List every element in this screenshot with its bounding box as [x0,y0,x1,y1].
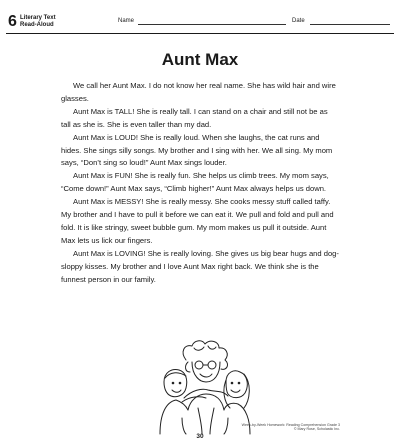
name-label: Name [118,18,135,24]
unit-number: 6 [8,13,17,30]
page-number: 30 [196,433,204,440]
unit-label-line1: Literary Text [20,15,56,21]
date-field[interactable] [292,18,392,25]
header-divider [6,33,394,34]
unit-label [20,15,56,29]
worksheet-header [0,0,400,34]
story-paragraph: We call her Aunt Max. I do not know her real name. She has wild hair and wire glasses. [61,81,336,103]
story-paragraph: Aunt Max is LOVING! She is really loving. She gives us big bear hugs and dog-sloppy kisses. My brother and I love Aunt Max right back. We think she is the funnest person in our family. [61,248,339,284]
name-field[interactable] [118,18,286,25]
unit-label-line2: Read-Aloud [20,22,54,28]
copyright-credit [200,423,340,431]
story-paragraph: Aunt Max is LOUD! She is really loud. When she laughs, the cat runs and hides. She sings silly songs. My brother and I sing with her. We all sing. My mom says, “Don’t sing so loud!” Aunt Max sings louder. [61,132,333,168]
name-line [138,24,286,25]
credit-line2: © Mary Rose, Scholastic Inc. [293,427,340,432]
story-body [61,80,339,287]
story-paragraph: Aunt Max is TALL! She is really tall. I can stand on a chair and still not be as tall as she is. She is even taller than my dad. [61,106,328,129]
story-title: Aunt Max [161,50,239,69]
credit-line1: Week-by-Week Homework: Reading Comprehension Grade 3 [241,423,340,427]
story-paragraph: Aunt Max is MESSY! She is really messy. She cooks messy stuff called taffy. My brother and I have to pull it before we can eat it. We pull and fold and pull and fold. It is like stringy, sweet bubble gum. My mom makes us pull it outside. Aunt Max lets us lick our fingers. [61,197,334,245]
date-label: Date [292,18,305,24]
story-paragraph: Aunt Max is FUN! She is really fun. She helps us climb trees. My mom says, “Come down!” Aunt Max says, “Climb higher!” Aunt Max always helps us down. [61,171,329,194]
date-line [310,24,390,25]
family-hug-illustration [142,338,266,436]
